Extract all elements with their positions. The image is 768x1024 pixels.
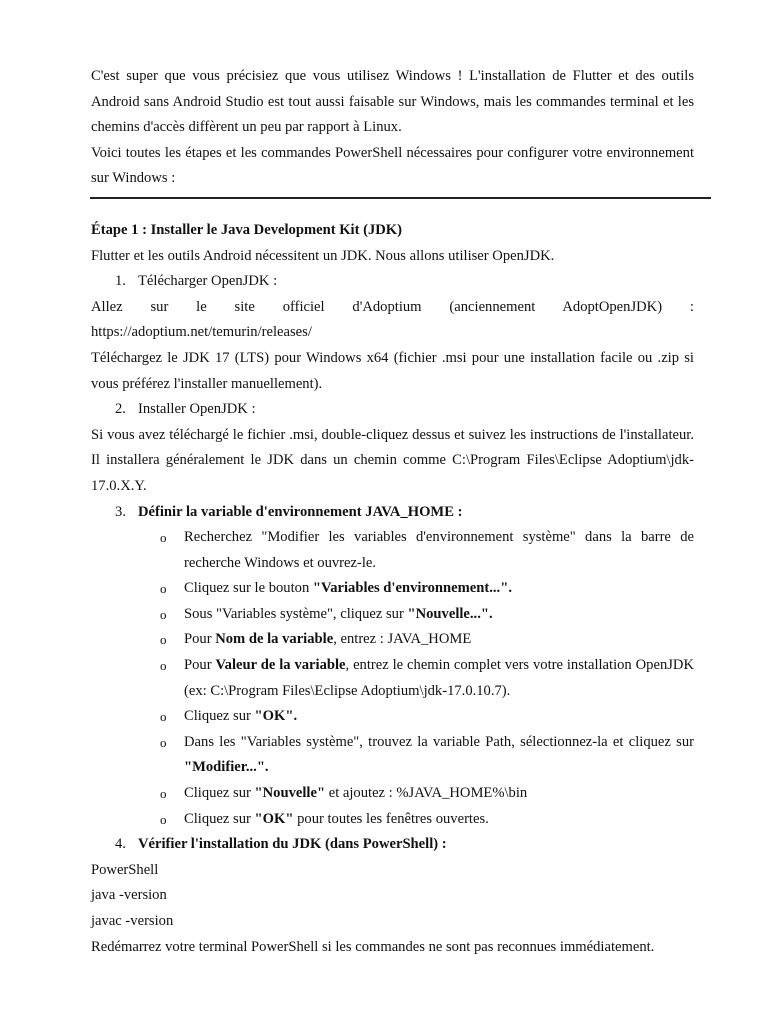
sub-item: o Pour Valeur de la variable, entrez le chemin complet vers votre installation OpenJDK (ex: C:\Program Files\Eclipse Adoptium\jdk-17.0.10.7). <box>91 653 694 704</box>
download-instructions: Téléchargez le JDK 17 (LTS) pour Windows x64 (fichier .msi pour une installation facile ou .zip si vous préférez l'installer manuellement). <box>91 349 694 392</box>
bullet-icon: o <box>160 632 167 648</box>
closing-note: Redémarrez votre terminal PowerShell si les commandes ne sont pas reconnues immédiatement. <box>91 938 655 955</box>
step-description: Flutter et les outils Android nécessitent un JDK. Nous allons utiliser OpenJDK. <box>91 247 555 264</box>
bullet-icon: o <box>160 606 167 622</box>
list-item-4: 4. Vérifier l'installation du JDK (dans PowerShell) : <box>115 836 447 853</box>
document-page <box>91 64 694 960</box>
sub-item: o Dans les "Variables système", trouvez la variable Path, sélectionnez-la et cliquez sur "Modifier...". <box>91 730 694 781</box>
bullet-icon: o <box>160 658 167 674</box>
bullet-icon: o <box>160 530 167 546</box>
bullet-icon: o <box>160 786 167 802</box>
code-line: javac -version <box>91 913 174 929</box>
adoptium-instructions: Allez sur le site officiel d'Adoptium (anciennement AdoptOpenJDK) : <box>91 298 694 315</box>
horizontal-rule <box>90 197 711 199</box>
intro-paragraph: C'est super que vous précisiez que vous utilisez Windows ! L'installation de Flutter et des outils Android sans Android Studio est tout aussi faisable sur Windows, mais les commandes terminal et les chemins d'accès diffèrent un peu par rapport à Linux. <box>91 68 694 136</box>
sub-item: o Pour Nom de la variable, entrez : JAVA_HOME <box>91 627 694 653</box>
sub-item: o Recherchez "Modifier les variables d'environnement système" dans la barre de recherche Windows et ouvrez-le. <box>91 525 694 576</box>
sub-item: o Cliquez sur "OK" pour toutes les fenêtres ouvertes. <box>91 807 694 833</box>
intro-paragraph-2: Voici toutes les étapes et les commandes PowerShell nécessaires pour configurer votre environnement sur Windows : <box>91 144 694 187</box>
install-instructions: Si vous avez téléchargé le fichier .msi, double-cliquez dessus et suivez les instructions de l'installateur. Il installera généralement le JDK dans un chemin comme C:\Program Files\Eclipse Adoptium\jdk-17.0.X.Y. <box>91 426 694 494</box>
list-item-2: 2. Installer OpenJDK : <box>115 401 256 418</box>
sub-item: o Cliquez sur le bouton "Variables d'environnement...". <box>91 576 694 602</box>
sub-item: o Cliquez sur "Nouvelle" et ajoutez : %JAVA_HOME%\bin <box>91 781 694 807</box>
bullet-icon: o <box>160 734 167 750</box>
adoptium-url: https://adoptium.net/temurin/releases/ <box>91 324 312 341</box>
list-item-1: 1. Télécharger OpenJDK : <box>115 273 278 290</box>
list-item-3: 3. Définir la variable d'environnement JAVA_HOME : <box>115 503 463 520</box>
bullet-icon: o <box>160 811 167 827</box>
bullet-icon: o <box>160 581 167 597</box>
bullet-icon: o <box>160 709 167 725</box>
step-heading: Étape 1 : Installer le Java Development Kit (JDK) <box>91 221 403 238</box>
code-line: java -version <box>91 887 167 904</box>
sub-item: o Sous "Variables système", cliquez sur "Nouvelle...". <box>91 602 694 628</box>
sub-item: o Cliquez sur "OK". <box>91 704 694 730</box>
code-language-label: PowerShell <box>91 861 159 878</box>
